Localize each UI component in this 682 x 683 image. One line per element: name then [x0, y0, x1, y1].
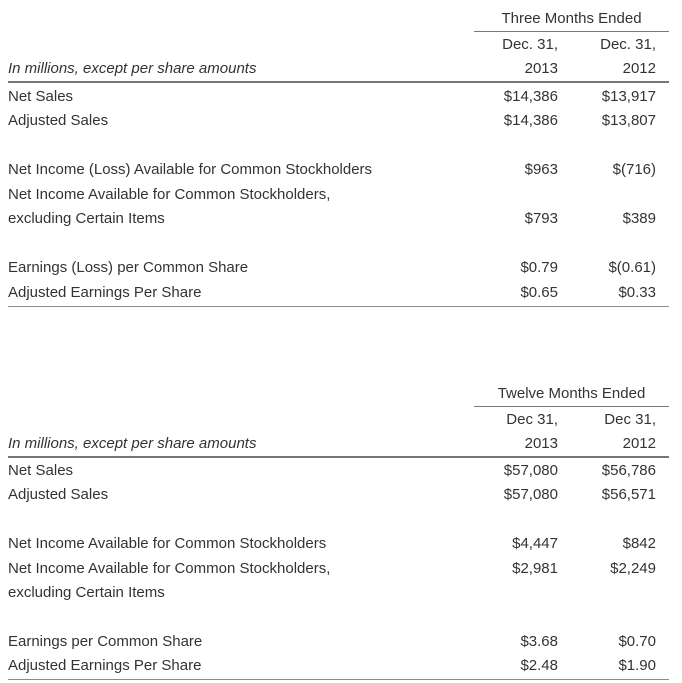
- value-2013: $0.79: [520, 259, 558, 276]
- value-2012: $842: [622, 535, 656, 552]
- period-header-underline: [474, 406, 669, 407]
- value-2012: $13,807: [601, 112, 656, 129]
- column-header-2012-line2: 2012: [622, 435, 656, 452]
- row-label: Net Sales: [8, 88, 74, 105]
- column-header-2013-line1: Dec 31,: [506, 411, 558, 428]
- value-2012: $13,917: [601, 88, 656, 105]
- column-header-2012-line1: Dec. 31,: [600, 36, 656, 53]
- table-row-continued: [0, 208, 682, 230]
- row-label: Net Income (Loss) Available for Common Stockholders: [8, 161, 373, 178]
- row-label: Earnings per Common Share: [8, 633, 203, 650]
- value-2013: $57,080: [503, 486, 558, 503]
- table-row: [0, 484, 682, 506]
- row-label: Net Sales: [8, 462, 74, 479]
- value-2012: $(0.61): [608, 259, 656, 276]
- row-label: Net Income Available for Common Stockholders: [8, 535, 327, 552]
- table-row: [0, 533, 682, 555]
- value-2012: $0.33: [618, 284, 656, 301]
- value-2013: $4,447: [512, 535, 558, 552]
- header-divider: [8, 456, 669, 458]
- value-2013: $2.48: [520, 657, 558, 674]
- row-label: Adjusted Sales: [8, 112, 109, 129]
- value-2013: $963: [524, 161, 558, 178]
- column-header-2013-line2: 2013: [524, 435, 558, 452]
- row-label: Adjusted Sales: [8, 486, 109, 503]
- header-divider: [8, 81, 669, 83]
- value-2013: $57,080: [503, 462, 558, 479]
- value-2012: $56,786: [601, 462, 656, 479]
- value-2012: $389: [622, 210, 656, 227]
- units-label: In millions, except per share amounts: [8, 435, 257, 452]
- value-2013: $3.68: [520, 633, 558, 650]
- table-row: [0, 184, 682, 206]
- table-bottom-rule: [8, 306, 669, 307]
- column-header-2013-line1: Dec. 31,: [502, 36, 558, 53]
- table-row-continued: [0, 582, 682, 604]
- value-2012: $0.70: [618, 633, 656, 650]
- value-2012: $56,571: [601, 486, 656, 503]
- row-label-continued: excluding Certain Items: [8, 584, 165, 601]
- value-2013: $793: [524, 210, 558, 227]
- row-label: Net Income Available for Common Stockholders,: [8, 560, 331, 577]
- table-row: [0, 110, 682, 132]
- value-2013: $14,386: [503, 88, 558, 105]
- table-row: [0, 460, 682, 482]
- table-row: [0, 86, 682, 108]
- row-label-continued: excluding Certain Items: [8, 210, 165, 227]
- column-header-2012-line1: Dec 31,: [604, 411, 656, 428]
- table-row: [0, 282, 682, 304]
- column-header-2013-line2: 2013: [524, 60, 558, 77]
- row-label: Adjusted Earnings Per Share: [8, 284, 202, 301]
- row-label: Adjusted Earnings Per Share: [8, 657, 202, 674]
- column-header-2012-line2: 2012: [622, 60, 656, 77]
- value-2012: $1.90: [618, 657, 656, 674]
- table-row: [0, 631, 682, 653]
- row-label: Earnings (Loss) per Common Share: [8, 259, 249, 276]
- table-row: [0, 159, 682, 181]
- value-2013: $14,386: [503, 112, 558, 129]
- value-2013: $0.65: [520, 284, 558, 301]
- table-row: [0, 655, 682, 677]
- period-header-underline: [474, 31, 669, 32]
- period-header: Twelve Months Ended: [497, 385, 646, 402]
- table-row: [0, 558, 682, 580]
- period-header: Three Months Ended: [501, 10, 642, 27]
- value-2013: $2,981: [512, 560, 558, 577]
- value-2012: $2,249: [610, 560, 656, 577]
- value-2012: $(716): [612, 161, 656, 178]
- row-label: Net Income Available for Common Stockholders,: [8, 186, 331, 203]
- units-label: In millions, except per share amounts: [8, 60, 257, 77]
- table-row: [0, 257, 682, 279]
- table-bottom-rule: [8, 679, 669, 680]
